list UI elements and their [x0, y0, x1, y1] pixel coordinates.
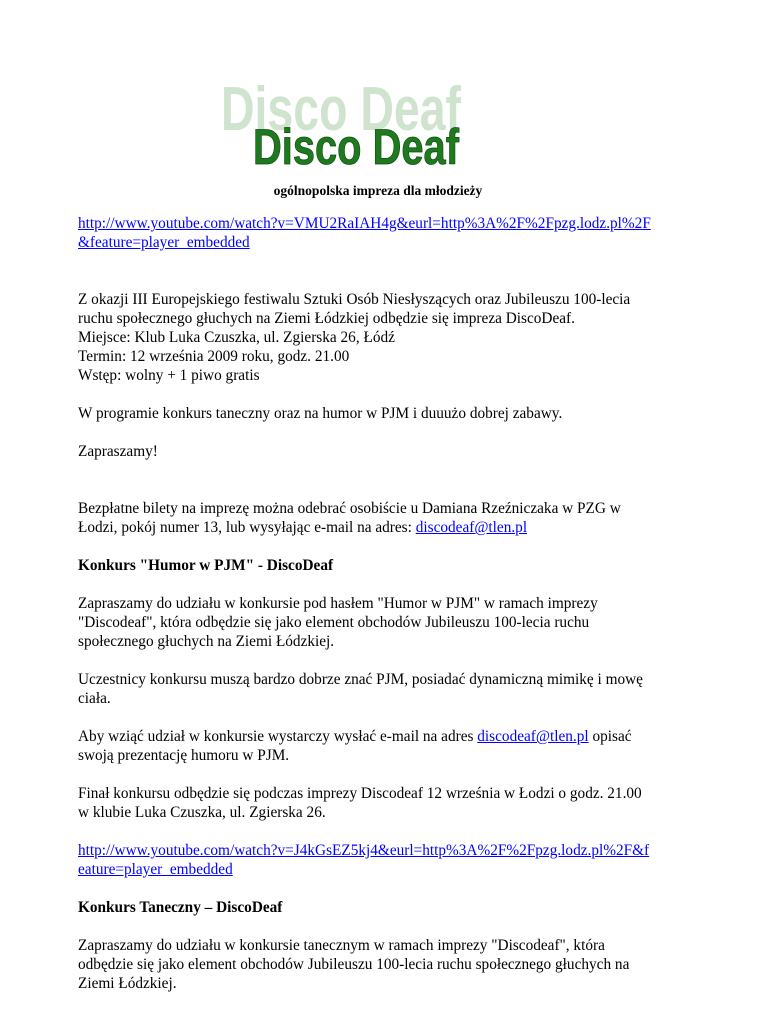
- paragraph-line: w klubie Luka Czuszka, ul. Zgierska 26.: [78, 804, 326, 821]
- tickets-line: [78, 518, 678, 537]
- paragraph-line: społecznego głuchych na Ziemi Łódzkiej.: [78, 633, 335, 650]
- intro-date: Termin: 12 września 2009 roku, godz. 21.00: [78, 348, 350, 365]
- video-link-2-line1[interactable]: http://www.youtube.com/watch?v=J4kGsEZ5kj4&eurl=http%3A%2F%2Fpzg.lodz.pl%2F&f: [78, 842, 650, 859]
- dance-heading: Konkurs Taneczny – DiscoDeaf: [78, 899, 283, 916]
- paragraph-line: swoją prezentację humoru w PJM.: [78, 747, 290, 764]
- tickets-text: Łodzi, pokój numer 13, lub wysyłając e-mail na adres:: [78, 519, 416, 536]
- paragraph-line: Zapraszamy do udziału w konkursie tanecznym w ramach imprezy "Discodeaf", która: [78, 937, 605, 954]
- video-link-1: [78, 214, 678, 252]
- intro-line: Z okazji III Europejskiego festiwalu Sztuki Osób Niesłyszących oraz Jubileuszu 100-lecia: [78, 291, 631, 308]
- intro-entry: Wstęp: wolny + 1 piwo gratis: [78, 367, 260, 384]
- intro-paragraph: [78, 290, 678, 385]
- logo-graphic: [219, 68, 479, 172]
- intro-venue: Miejsce: Klub Luka Czuszka, ul. Zgierska 26, Łódź: [78, 329, 395, 346]
- paragraph-text: Aby wziąć udział w konkursie wystarczy wysłać e-mail na adres: [78, 728, 478, 745]
- humor-heading: Konkurs "Humor w PJM" - DiscoDeaf: [78, 557, 334, 574]
- logo-back-text: Disco Deaf: [221, 75, 462, 144]
- video-link-2-line2[interactable]: eature=player_embedded: [78, 861, 233, 878]
- humor-paragraph-3: [78, 727, 678, 765]
- intro-line: ruchu społecznego głuchych na Ziemi Łódzkiej odbędzie się impreza DiscoDeaf.: [78, 310, 575, 327]
- email-link[interactable]: discodeaf@tlen.pl: [477, 728, 589, 745]
- paragraph-line: ciała.: [78, 690, 111, 707]
- program-paragraph: W programie konkurs taneczny oraz na humor w PJM i duuużo dobrej zabawy.: [78, 405, 563, 422]
- invite-text: Zapraszamy!: [78, 443, 158, 460]
- video-link-1-line1[interactable]: http://www.youtube.com/watch?v=VMU2RaIAH4g&eurl=http%3A%2F%2Fpzg.lodz.pl%2F: [78, 215, 651, 232]
- paragraph-line: Finał konkursu odbędzie się podczas imprezy Discodeaf 12 września w Łodzi o godz. 21.00: [78, 785, 642, 802]
- paragraph-line: Ziemi Łódzkiej.: [78, 975, 177, 992]
- humor-paragraph-2: [78, 670, 678, 708]
- document-page: [78, 0, 678, 994]
- humor-paragraph-4: [78, 784, 678, 822]
- paragraph-line: odbędzie się jako element obchodów Jubileuszu 100-lecia ruchu społecznego głuchych na: [78, 956, 630, 973]
- paragraph-line: "Discodeaf", która odbędzie się jako element obchodów Jubileuszu 100-lecia ruchu: [78, 614, 590, 631]
- document-body: [78, 214, 678, 1012]
- paragraph-line: [78, 727, 678, 746]
- paragraph-line: Uczestnicy konkursu muszą bardzo dobrze znać PJM, posiadać dynamiczną mimikę i mowę: [78, 671, 643, 688]
- video-link-2: [78, 841, 678, 879]
- humor-paragraph-1: [78, 594, 678, 651]
- video-link-1-line2[interactable]: &feature=player_embedded: [78, 234, 250, 251]
- tickets-paragraph: [78, 499, 678, 537]
- dance-paragraph-1: [78, 936, 678, 993]
- paragraph-line: Zapraszamy do udziału w konkursie pod hasłem "Humor w PJM" w ramach imprezy: [78, 595, 598, 612]
- email-link[interactable]: discodeaf@tlen.pl: [415, 519, 528, 536]
- disco-deaf-logo: [219, 68, 479, 172]
- paragraph-text: opisać: [588, 728, 632, 745]
- tagline: ogólnopolska impreza dla młodzieży: [273, 183, 483, 198]
- tickets-line: Bezpłatne bilety na imprezę można odebrać osobiście u Damiana Rzeźniczaka w PZG w: [78, 500, 621, 517]
- logo-front-text: Disco Deaf: [253, 119, 460, 172]
